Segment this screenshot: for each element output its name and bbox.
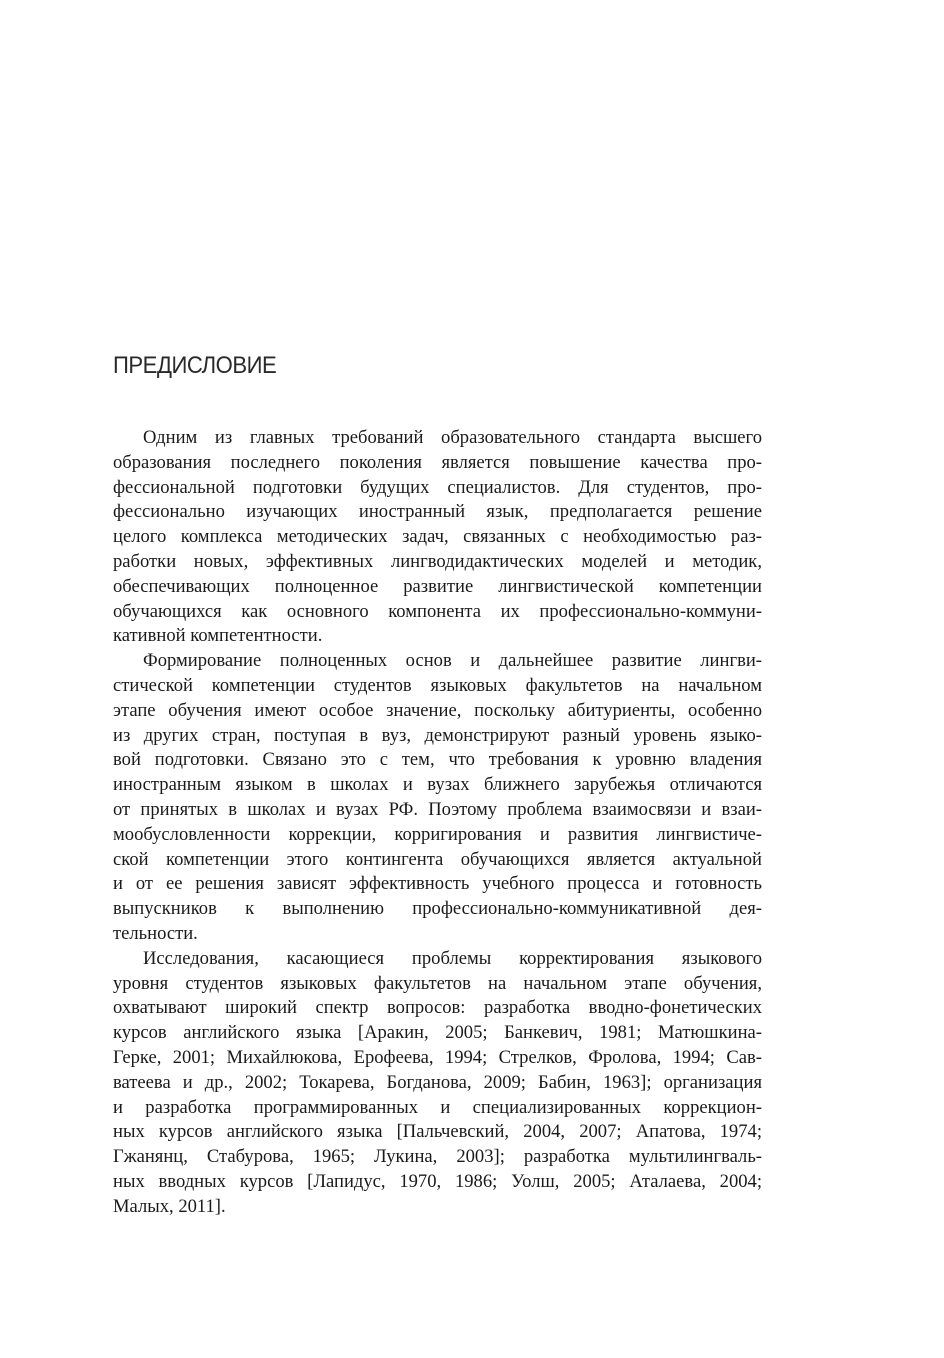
text-line: от принятых в школах и вузах РФ. Поэтому проблема взаимосвязи и взаи-: [113, 798, 762, 820]
text-line: Малых, 2011].: [113, 1195, 226, 1217]
text-line: выпускников к выполнению профессионально-коммуникативной дея-: [113, 898, 762, 920]
text-line: Исследования, касающиеся проблемы корректирования языкового: [143, 947, 762, 969]
text-line: этапе обучения имеют особое значение, поскольку абитуриенты, особенно: [113, 699, 762, 721]
text-line: Одним из главных требований образовательного стандарта высшего: [143, 427, 762, 448]
text-line: вой подготовки. Связано это с тем, что требования к уровню владения: [113, 749, 762, 771]
text-line: тельности.: [113, 922, 198, 944]
paragraph-2: [113, 649, 762, 947]
text-line: уровня студентов языковых факультетов на начальном этапе обучения,: [113, 972, 762, 994]
paragraph-1: [113, 426, 762, 649]
text-line: стической компетенции студентов языковых факультетов на начальном: [113, 674, 762, 696]
text-line: ных курсов английского языка [Пальчевский, 2004, 2007; Апатова, 1974;: [113, 1121, 762, 1143]
text-line: Герке, 2001; Михайлюкова, Ерофеева, 1994; Стрелков, Фролова, 1994; Сав-: [113, 1046, 762, 1068]
text-line: курсов английского языка [Аракин, 2005; Банкевич, 1981; Матюшкина-: [113, 1022, 762, 1044]
text-line: кативной компетентности.: [113, 625, 323, 647]
text-line: из других стран, поступая в вуз, демонстрируют разный уровень языко-: [113, 724, 762, 746]
text-line: Гжанянц, Стабурова, 1965; Лукина, 2003]; разработка мультилингваль-: [113, 1146, 762, 1168]
text-line: Формирование полноценных основ и дальнейшее развитие лингви-: [143, 650, 762, 672]
paragraph-3: [113, 947, 762, 1220]
text-line: ватеева и др., 2002; Токарева, Богданова, 2009; Бабин, 1963]; организация: [113, 1071, 762, 1093]
text-line: фессиональной подготовки будущих специалистов. Для студентов, про-: [113, 476, 762, 498]
text-line: целого комплекса методических задач, связанных с необходимостью раз-: [113, 526, 762, 548]
text-line: работки новых, эффективных лингводидактических моделей и методик,: [113, 550, 762, 572]
text-line: охватывают широкий спектр вопросов: разработка вводно-фонетических: [113, 997, 762, 1019]
text-line: ской компетенции этого контингента обучающихся является актуальной: [113, 848, 762, 870]
page-title: ПРЕДИСЛОВИЕ: [113, 352, 277, 379]
text-line: обеспечивающих полноценное развитие лингвистической компетенции: [113, 575, 762, 597]
text-line: мообусловленности коррекции, корригирования и развития лингвистиче-: [113, 823, 762, 845]
preface-body: [113, 426, 762, 1220]
text-line: и разработка программированных и специализированных коррекцион-: [113, 1096, 762, 1118]
text-line: ных вводных курсов [Лапидус, 1970, 1986; Уолш, 2005; Аталаева, 2004;: [113, 1170, 762, 1192]
text-line: образования последнего поколения является повышение качества про-: [113, 451, 762, 473]
text-line: фессионально изучающих иностранный язык, предполагается решение: [113, 501, 762, 523]
text-line: обучающихся как основного компонента их профессионально-коммуни-: [113, 600, 762, 622]
text-line: и от ее решения зависят эффективность учебного процесса и готовность: [113, 873, 762, 895]
text-line: иностранным языком в школах и вузах ближнего зарубежья отличаются: [113, 774, 762, 796]
